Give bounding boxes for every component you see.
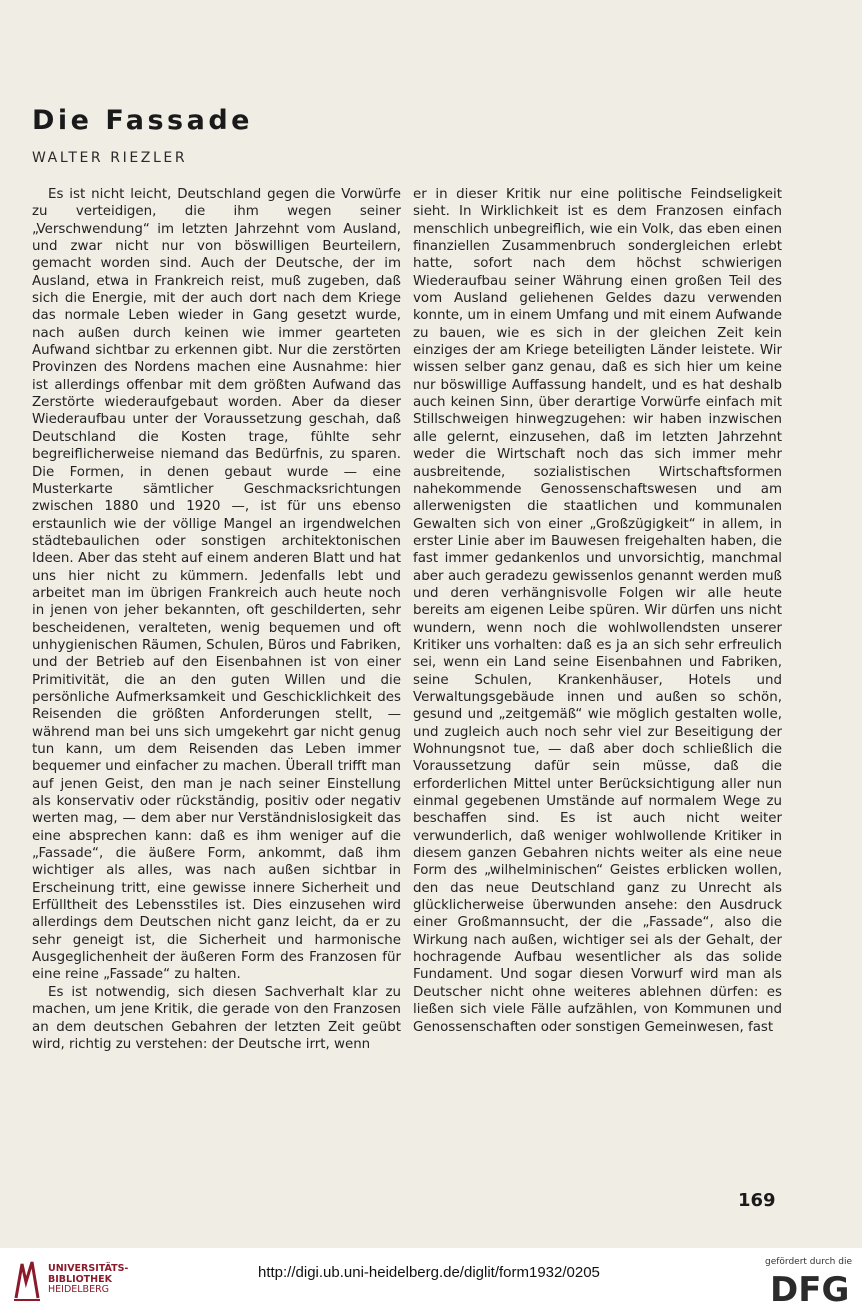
article-author: WALTER RIEZLER [32,150,188,166]
dfg-logo-text: DFG [770,1270,850,1306]
text-column-right [413,186,782,1036]
institution-line: BIBLIOTHEK [48,1273,112,1285]
dfg-logo-icon[interactable] [770,1270,850,1306]
institution-name[interactable] [48,1264,128,1296]
funding-caption: gefördert durch die [765,1257,852,1267]
text-column-left [32,186,401,1053]
paragraph: Es ist notwendig, sich diesen Sachverhalt klar zu machen, um jene Kritik, die gerade von den Franzosen an dem deutschen Gebahren der letzten Zeit geübt wird, richtig zu verstehen: der Deutsche irrt, wenn [32,984,401,1052]
university-logo-icon[interactable] [12,1258,42,1302]
institution-line: UNIVERSITÄTS- [48,1263,129,1274]
institution-line: HEIDELBERG [48,1284,110,1295]
source-url-link[interactable]: http://digi.ub.uni-heidelberg.de/diglit/form1932/0205 [258,1264,600,1281]
page-number: 169 [738,1190,776,1211]
article-title: Die Fassade [32,105,253,136]
paragraph: Es ist nicht leicht, Deutschland gegen die Vorwürfe zu verteidigen, die ihm wegen seiner „Verschwendung“ im letzten Jahrzehnt vom Ausland, und zwar nicht nur von böswilligen Beurteilern, gemacht worden sind. Auch der Deutsche, der im Ausland, etwa in Frankreich reist, muß zugeben, daß sich die Energie, mit der auch dort nach dem Kriege das normale Leben wieder in Gang gesetzt wurde, nach außen durch keinen wie immer gearteten Aufwand sichtbar zu erkennen gibt. Nur die zerstörten Provinzen des Nordens machen eine Ausnahme: hier ist allerdings offenbar mit dem größten Aufwand das Zerstörte wiederaufgebaut worden. Aber da dieser Wiederaufbau unter der Voraussetzung geschah, daß Deutschland die Kosten trage, fühlte sehr begreiflicherweise niemand das Bedürfnis, zu sparen. Die Formen, in denen gebaut wurde — eine Musterkarte sämtlicher Geschmacksrichtungen zwischen 1880 und 1920 —, ist für uns ebenso erstaunlich wie der völlige Mangel an irgendwelchen städtebaulichen oder sonstigen architektonischen Ideen. Aber das steht auf einem anderen Blatt und hat uns hier nicht zu kümmern. Jedenfalls lebt und arbeitet man im übrigen Frankreich auch heute noch in jenen von jeher bekannten, oft geschilderten, sehr bescheidenen, veralteten, wenig bequemen und oft unhygienischen Räumen, Schulen, Büros und Fabriken, und der Betrieb auf den Eisenbahnen ist von einer Primitivität, die an den guten Willen und die persönliche Aufmerksamkeit und Geschicklichkeit des Reisenden die größten Anforderungen stellt, — während man bei uns sich umgekehrt gar nicht genug tun kann, um dem Reisenden das Leben immer bequemer und einfacher zu machen. Überall trifft man auf jenen Geist, den man je nach seiner Einstellung als konservativ oder rückständig, positiv oder negativ werten mag, — dem aber nur Verständnislosigkeit das eine absprechen kann: daß es ihm weniger auf die „Fassade“, die äußere Form, ankommt, daß ihm wichtiger als alles, was nach außen sichtbar in Erscheinung tritt, eine gewisse innere Sicherheit und Erfülltheit des Lebensstiles ist. Dies einzusehen wird allerdings dem Deutschen nicht ganz leicht, da er zu sehr geneigt ist, die Sicherheit und harmonische Ausgeglichenheit der äußeren Form des Franzosen für eine reine „Fassade“ zu halten. [32,187,401,983]
paragraph: er in dieser Kritik nur eine politische Feindseligkeit sieht. In Wirklichkeit ist es dem Franzosen einfach menschlich unbegreiflich, wie ein Volk, das eben einen finanziellen Zusammenbruch sondergleichen erlebt hatte, sofort nach dem höchst schwierigen Wiederaufbau seiner Währung einen großen Teil des vom Ausland geliehenen Geldes dazu verwenden konnte, um in einem Umfang und mit einem Aufwande zu bauen, wie es sich in der gleichen Zeit kein einziges der am Kriege beteiligten Länder leistete. Wir wissen selber ganz genau, daß es sich hier um keine nur böswillige Auffassung handelt, und es hat deshalb auch keinen Sinn, über derartige Vorwürfe einfach mit Stillschweigen hinwegzugehen: wir haben inzwischen alle gelernt, einzusehen, daß im letzten Jahrzehnt weder die Wirtschaft noch das sich immer mehr ausbreitende, sozialistischen Wirtschaftsformen nahekommende Genossenschaftswesen und am allerwenigsten die staatlichen und kommunalen Gewalten sich von einer „Großzügigkeit“ in allem, in erster Linie aber im Bauwesen freigehalten haben, die fast immer gedankenlos und unvorsichtig, manchmal aber auch geradezu gewissenlos genannt werden muß und deren verhängnisvolle Folgen wir alle heute bereits am eigenen Leibe spüren. Wir dürfen uns nicht wundern, wenn noch die wohlwollendsten unserer Kritiker uns vorhalten: daß es ja an sich sehr erfreulich sei, wenn ein Land seine Eisenbahnen und Fabriken, seine Schulen, Krankenhäuser, Hotels und Verwaltungsgebäude innen und außen so schön, gesund und „zeitgemäß“ wie möglich gestalten wolle, und zugleich auch noch sehr viel zur Beseitigung der Wohnungsnot tue, — daß aber doch schließlich die Voraussetzung dafür sein müsse, daß die erforderlichen Mittel unter Berücksichtigung aller nun einmal gegebenen Umstände auf normalem Wege zu beschaffen sind. Es ist auch nicht weiter verwunderlich, daß weniger wohlwollende Kritiker in diesem ganzen Gebahren nichts weiter als eine neue Form des „wilhelminischen“ Geistes erblicken wollen, den das neue Deutschland ganz zu Unrecht als glücklicherweise überwunden ansehe: den Ausdruck einer Großmannsucht, der die „Fassade“, also die Wirkung nach außen, wichtiger sei als der Gehalt, der hochragende Aufbau wesentlicher als das solide Fundament. Und sogar diesen Vorwurf wird man als Deutscher nicht ohne weiteres ablehnen dürfen: es ließen sich viele Fälle aufzählen, von Kommunen und Genossenschaften oder sonstigen Gemeinwesen, fast [413,187,782,1035]
footer-bar [0,1248,862,1310]
